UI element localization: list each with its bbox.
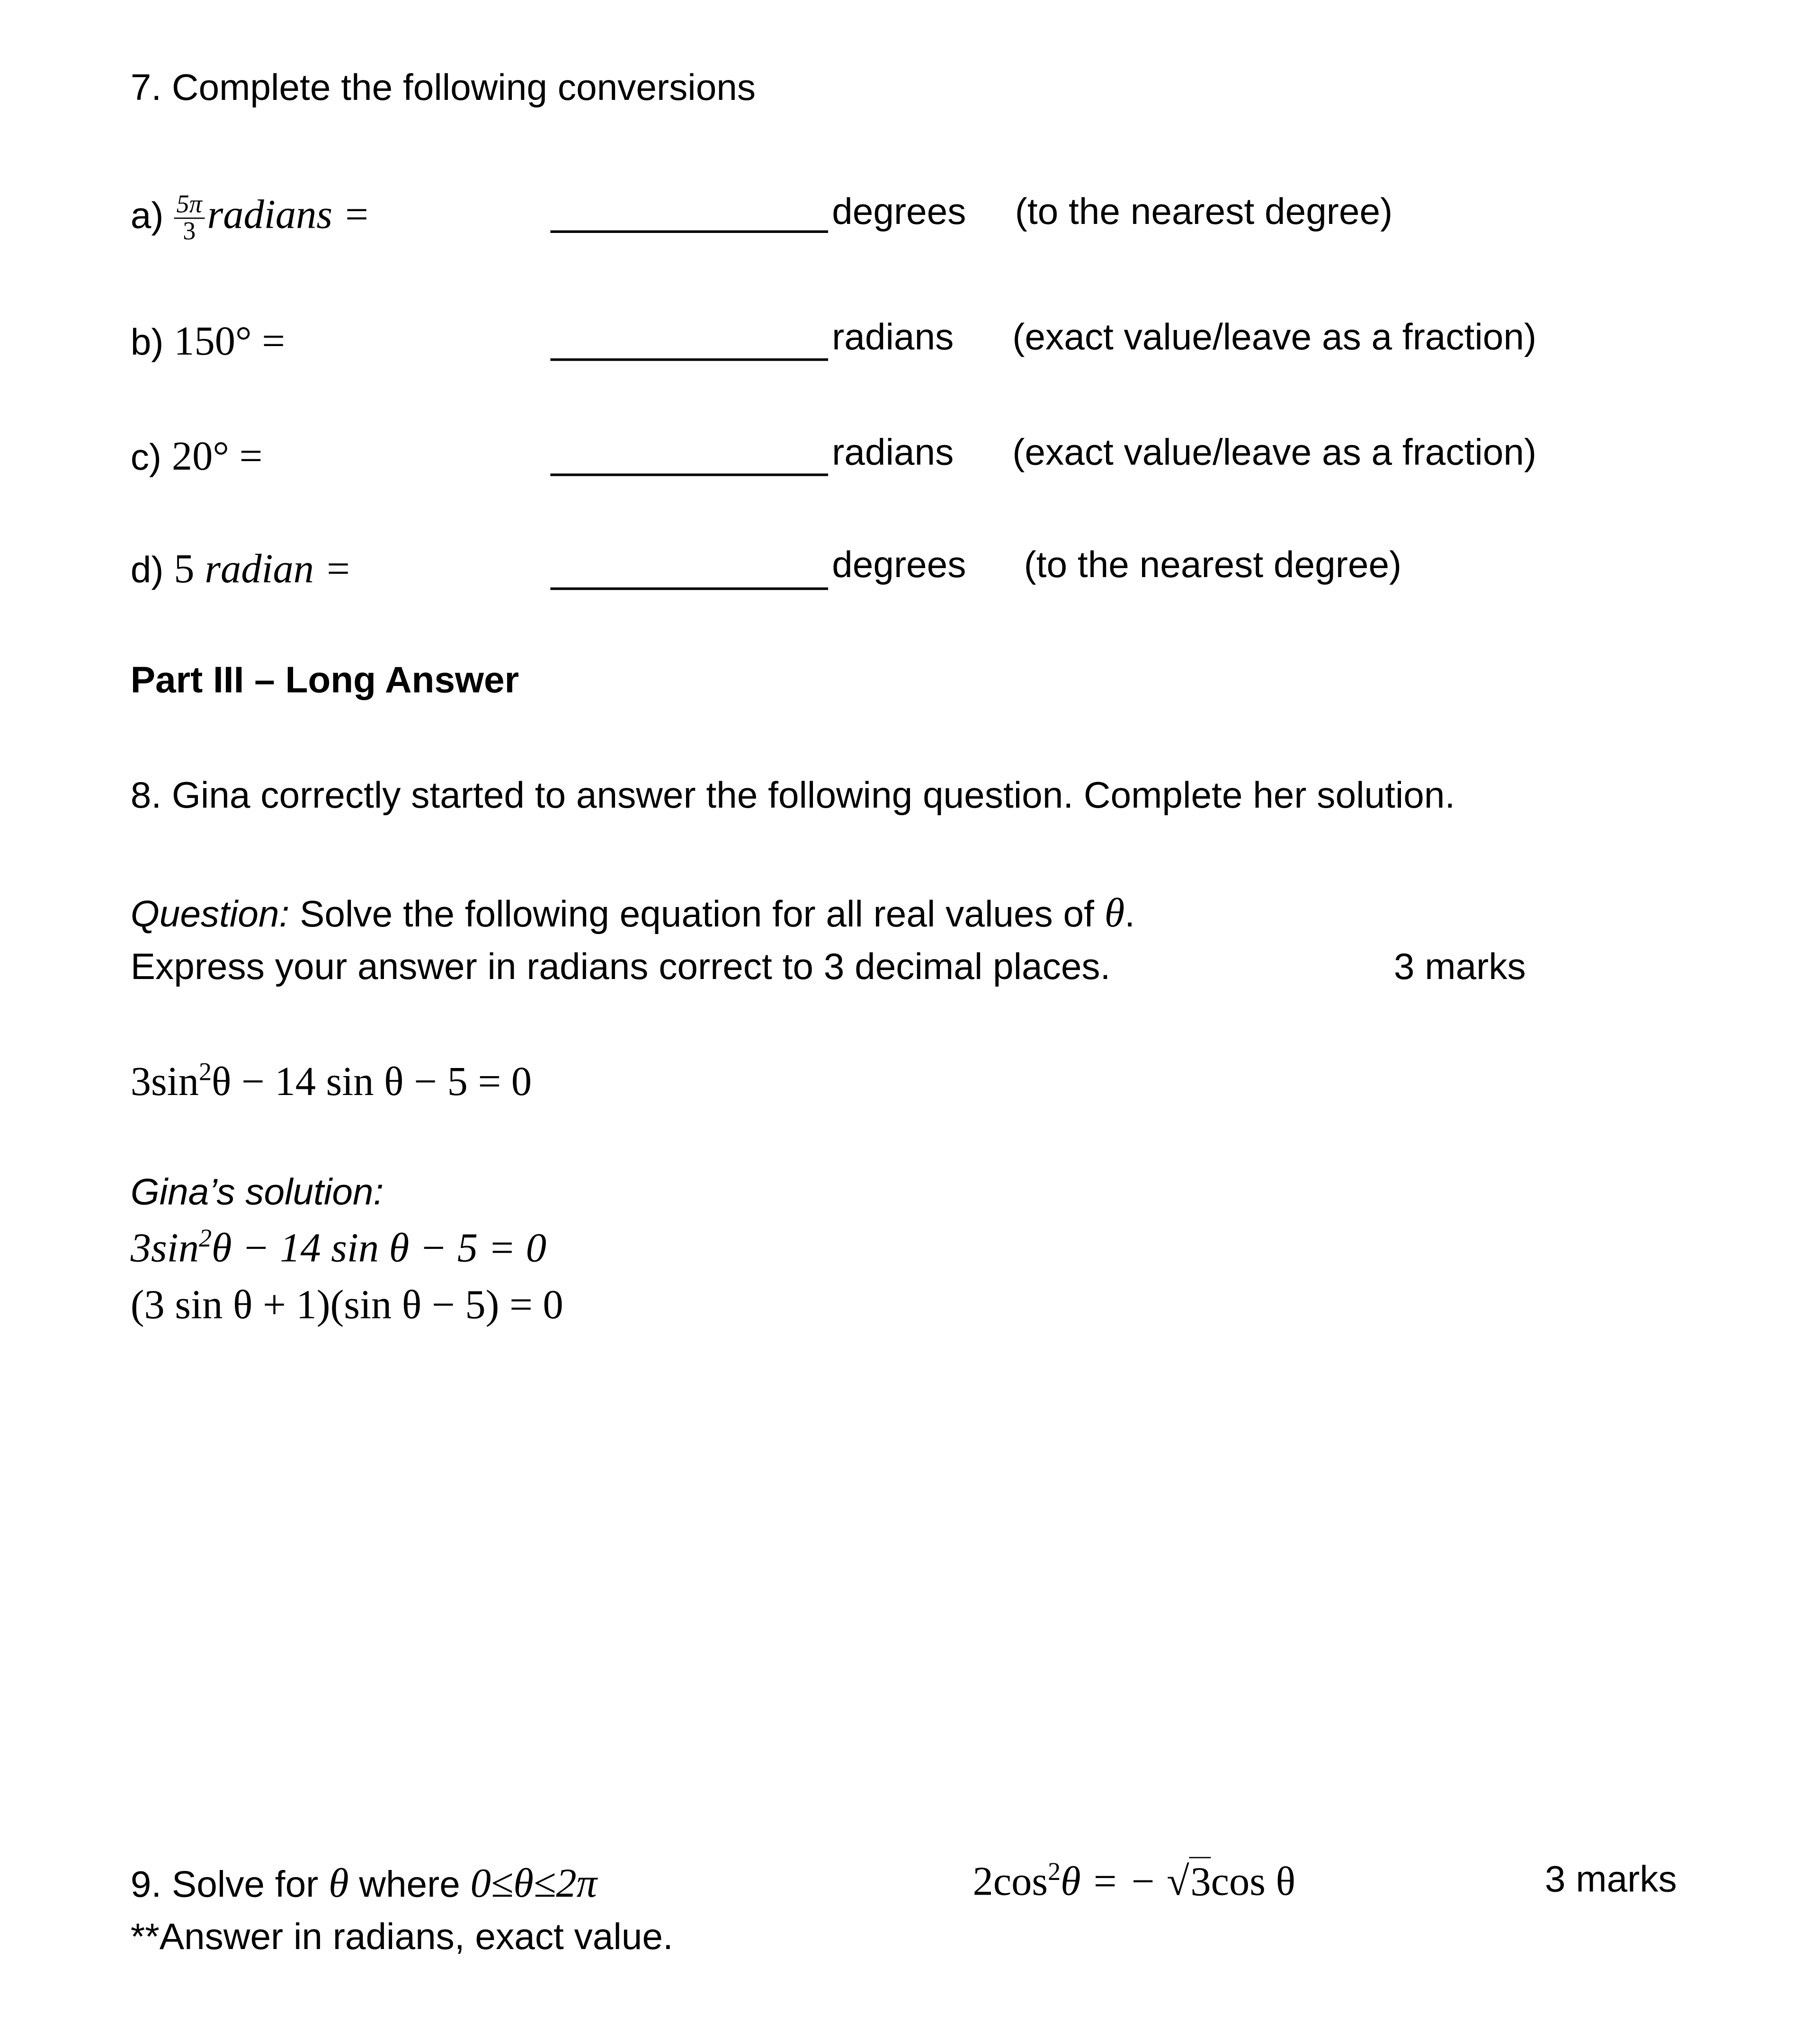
q7a-note: (to the nearest degree) xyxy=(1015,192,1393,233)
q7c-answer-blank[interactable] xyxy=(550,473,828,476)
fraction: $\frac{5\pi}{3}$ xyxy=(174,192,205,244)
gina-solution-line-1: $3\sin^2\theta - 14$ sin θ − 5 = 0 xyxy=(130,1224,547,1271)
gina-solution-label: Gina’s solution: xyxy=(130,1172,384,1213)
q8-title: 8. Gina correctly started to answer the following question. Complete her solution. xyxy=(130,775,1455,817)
q7a-label: a) xyxy=(130,196,164,237)
q7-title: 7. Complete the following conversions xyxy=(130,68,756,109)
q7b-note: (exact value/leave as a fraction) xyxy=(1012,317,1537,358)
q9-marks: 3 marks xyxy=(1544,1859,1677,1901)
q7a-unit: degrees xyxy=(832,192,966,233)
q7c-prompt: c) 20° = xyxy=(130,432,263,479)
gina-solution-line-2: (3 sin θ + 1)(sin θ − 5) = 0 xyxy=(130,1281,563,1327)
q8-marks: 3 marks xyxy=(1393,947,1526,988)
q7a-prompt xyxy=(131,192,370,244)
q7d-unit: degrees xyxy=(832,545,966,587)
q7a-answer-blank[interactable] xyxy=(550,231,828,233)
part3-heading: Part III – Long Answer xyxy=(130,660,519,702)
q7c-note: (exact value/leave as a fraction) xyxy=(1012,432,1537,474)
q7c-unit: radians xyxy=(832,432,954,474)
q7b-unit: radians xyxy=(832,317,954,358)
q7b-prompt: b) 150° = xyxy=(130,317,285,364)
q7d-answer-blank[interactable] xyxy=(550,588,828,590)
q9-note: **Answer in radians, exact value. xyxy=(130,1917,673,1959)
q7a-expression: radians = xyxy=(207,191,371,237)
q8-express: Express your answer in radians correct to 3 decimal places. xyxy=(130,947,1111,988)
q7d-note: (to the nearest degree) xyxy=(1024,545,1402,587)
q9-equation: $2\cos^2\theta$ = − √3cos θ xyxy=(973,1860,1296,1901)
q9-title: 9. Solve for θ where 0≤θ≤2π xyxy=(130,1859,597,1906)
q7b-answer-blank[interactable] xyxy=(550,358,828,361)
q8-equation: $3\sin^2\theta - 14$ sin θ − 5 = 0 xyxy=(130,1058,532,1104)
q7d-prompt: d) 5 radian = xyxy=(130,545,352,591)
q8-question: Question: Solve the following equation for all real values of θ. xyxy=(130,889,1135,936)
